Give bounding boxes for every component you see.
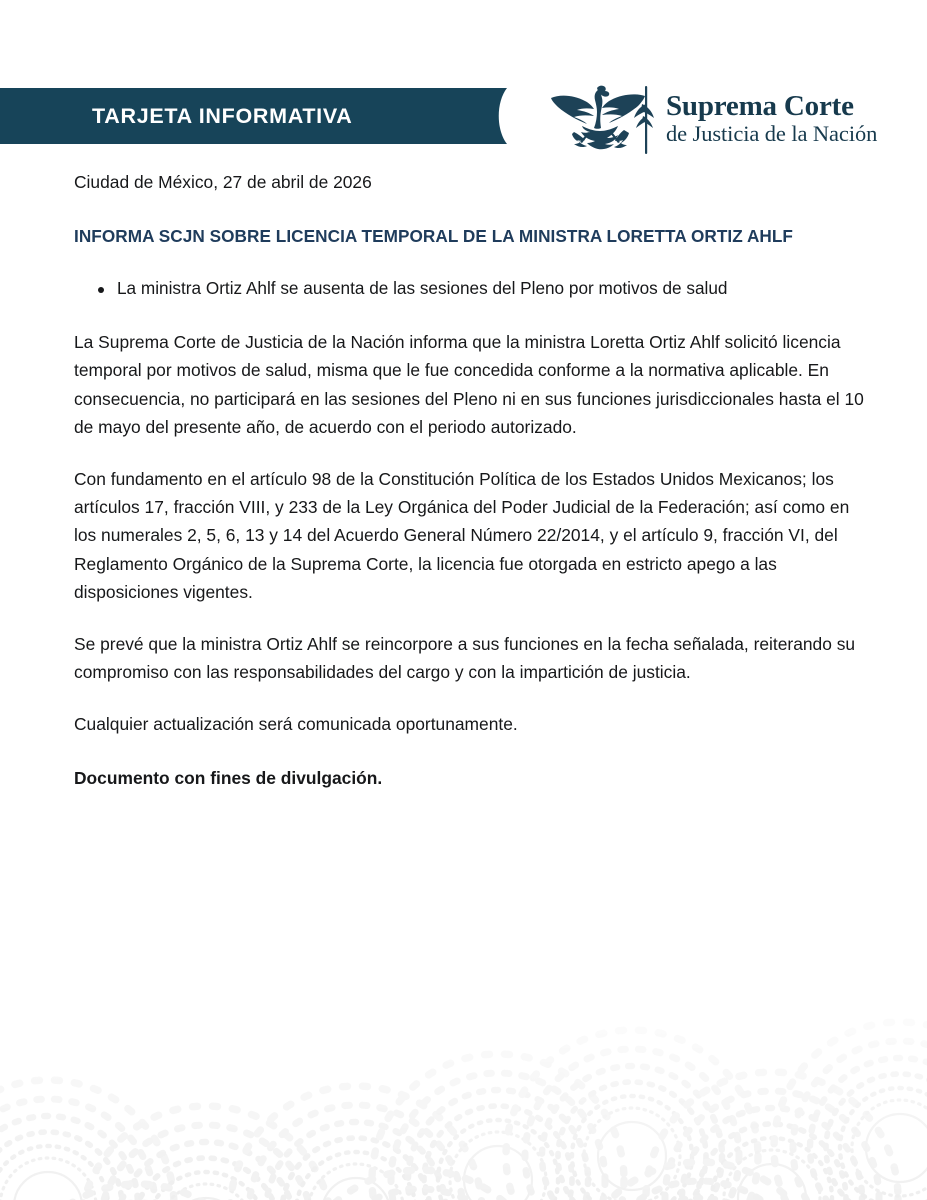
document-header: [0, 88, 927, 160]
list-item: La ministra Ortiz Ahlf se ausenta de las sesiones del Pleno por motivos de salud: [117, 276, 864, 302]
page-title: INFORMA SCJN SOBRE LICENCIA TEMPORAL DE LA MINISTRA LORETTA ORTIZ AHLF: [74, 226, 793, 247]
banner-label: TARJETA INFORMATIVA: [92, 104, 353, 128]
logo-wordmark: [666, 91, 877, 146]
watermark-decoration: [0, 970, 927, 1200]
closing-note: Documento con fines de divulgación.: [74, 767, 383, 788]
body-paragraph-3: Se prevé que la ministra Ortiz Ahlf se reincorpore a sus funciones en la fecha señalada, reiterando su compromiso con las responsabilidades del cargo y con la impartición de justicia.: [74, 633, 856, 683]
highlight-bullet-list: [74, 276, 864, 302]
logo-title-line1: Suprema Corte: [666, 90, 854, 123]
scjn-logo: [544, 82, 877, 156]
body-paragraph-1: La Suprema Corte de Justicia de la Nación informa que la ministra Loretta Ortiz Ahlf solicitó licencia temporal por motivos de salud, misma que le fue concedida conforme a la normativa aplicable. En consecuencia, no participará en las sesiones del Pleno ni en sus funciones jurisdiccionales hasta el 10 de mayo del presente año, de acuerdo con el periodo autorizado.: [74, 332, 864, 437]
mexican-eagle-emblem-icon: [544, 82, 656, 156]
logo-title-line2: de Justicia de la Nación: [666, 121, 878, 147]
body-paragraph-4: Cualquier actualización será comunicada oportunamente.: [74, 714, 518, 735]
document-body: [74, 170, 864, 791]
dateline: Ciudad de México, 27 de abril de 2026: [74, 172, 372, 192]
body-paragraph-2: Con fundamento en el artículo 98 de la Constitución Política de los Estados Unidos Mexicanos; los artículos 17, fracción VIII, y 233 de la Ley Orgánica del Poder Judicial de la Federación; así como en los numerales 2, 5, 6, 13 y 14 del Acuerdo General Número 22/2014, y el artículo 9, fracción VI, del Reglamento Orgánico de la Suprema Corte, la licencia fue otorgada en estricto apego a las disposiciones vigentes.: [74, 469, 850, 602]
tarjeta-informativa-banner: [0, 88, 534, 144]
